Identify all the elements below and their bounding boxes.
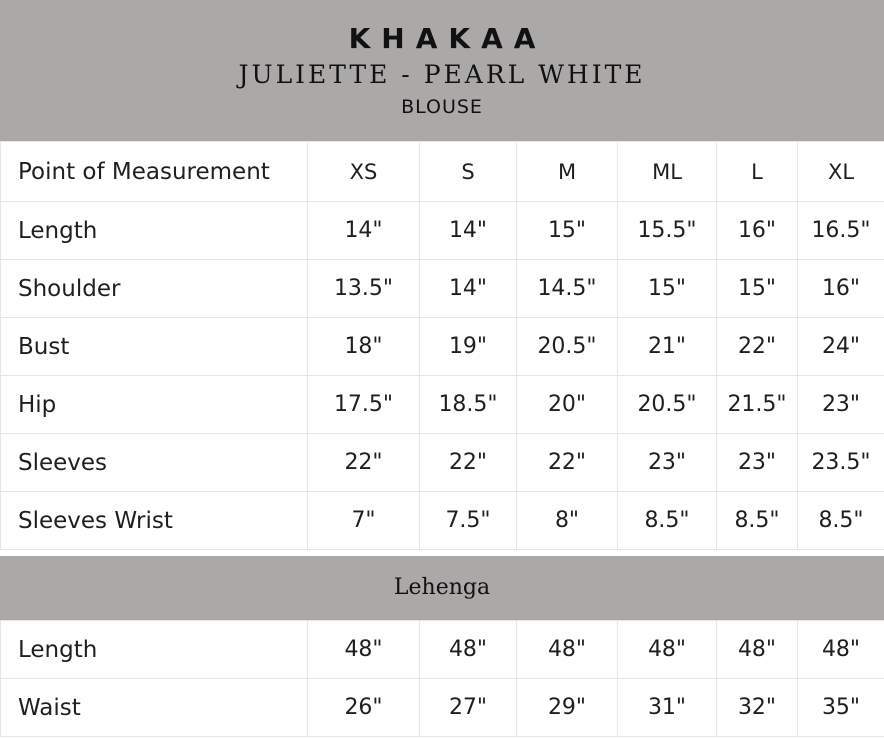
brand-logo: KHAKAA: [348, 22, 547, 55]
table-header-row: [1, 142, 884, 202]
table-row: [1, 492, 884, 550]
table-row: [1, 260, 884, 318]
table-cell: 14": [420, 260, 517, 318]
table-cell: 15": [618, 260, 717, 318]
table-cell: 8.5": [798, 492, 884, 550]
row-label: Shoulder: [1, 260, 308, 318]
row-label: Bust: [1, 318, 308, 376]
table-cell: 26": [308, 679, 420, 737]
table-cell: 31": [618, 679, 717, 737]
table-cell: 15": [717, 260, 798, 318]
table-cell: 7.5": [420, 492, 517, 550]
table-cell: 20.5": [517, 318, 618, 376]
table-cell: 22": [420, 434, 517, 492]
blouse-size-table: [0, 141, 884, 550]
table-cell: 13.5": [308, 260, 420, 318]
table-cell: 32": [717, 679, 798, 737]
table-cell: 23": [717, 434, 798, 492]
column-header: XS: [308, 142, 420, 202]
table-cell: 21.5": [717, 376, 798, 434]
table-cell: 8.5": [618, 492, 717, 550]
table-cell: 24": [798, 318, 884, 376]
category-title: BLOUSE: [401, 96, 483, 118]
column-header: Point of Measurement: [1, 142, 308, 202]
row-label: Waist: [1, 679, 308, 737]
table-cell: 21": [618, 318, 717, 376]
table-cell: 15": [517, 202, 618, 260]
table-cell: 14": [308, 202, 420, 260]
table-cell: 20": [517, 376, 618, 434]
table-cell: 16": [798, 260, 884, 318]
table-cell: 17.5": [308, 376, 420, 434]
table-cell: 23.5": [798, 434, 884, 492]
table-row: [1, 679, 884, 737]
table-row: [1, 318, 884, 376]
table-cell: 18.5": [420, 376, 517, 434]
table-row: [1, 621, 884, 679]
table-cell: 48": [517, 621, 618, 679]
table-cell: 19": [420, 318, 517, 376]
table-cell: 35": [798, 679, 884, 737]
table-cell: 16": [717, 202, 798, 260]
table-cell: 7": [308, 492, 420, 550]
table-cell: 15.5": [618, 202, 717, 260]
table-cell: 22": [517, 434, 618, 492]
table-cell: 23": [798, 376, 884, 434]
row-label: Length: [1, 621, 308, 679]
table-row: [1, 434, 884, 492]
table-cell: 29": [517, 679, 618, 737]
table-row: [1, 202, 884, 260]
table-cell: 48": [308, 621, 420, 679]
row-label: Sleeves Wrist: [1, 492, 308, 550]
column-header: M: [517, 142, 618, 202]
row-label: Length: [1, 202, 308, 260]
table-cell: 22": [717, 318, 798, 376]
row-label: Hip: [1, 376, 308, 434]
header-banner: [0, 0, 884, 141]
table-cell: 18": [308, 318, 420, 376]
table-cell: 14.5": [517, 260, 618, 318]
column-header: L: [717, 142, 798, 202]
table-cell: 8": [517, 492, 618, 550]
table-cell: 48": [420, 621, 517, 679]
table-cell: 20.5": [618, 376, 717, 434]
column-header: XL: [798, 142, 884, 202]
table-cell: 27": [420, 679, 517, 737]
table-cell: 48": [717, 621, 798, 679]
table-cell: 48": [798, 621, 884, 679]
table-cell: 8.5": [717, 492, 798, 550]
table-cell: 23": [618, 434, 717, 492]
product-title: JULIETTE - PEARL WHITE: [238, 60, 646, 89]
table-cell: 16.5": [798, 202, 884, 260]
row-label: Sleeves: [1, 434, 308, 492]
table-cell: 22": [308, 434, 420, 492]
lehenga-size-table: [0, 620, 884, 737]
lehenga-section-title: Lehenga: [0, 556, 884, 620]
table-row: [1, 376, 884, 434]
table-cell: 14": [420, 202, 517, 260]
column-header: ML: [618, 142, 717, 202]
column-header: S: [420, 142, 517, 202]
table-cell: 48": [618, 621, 717, 679]
